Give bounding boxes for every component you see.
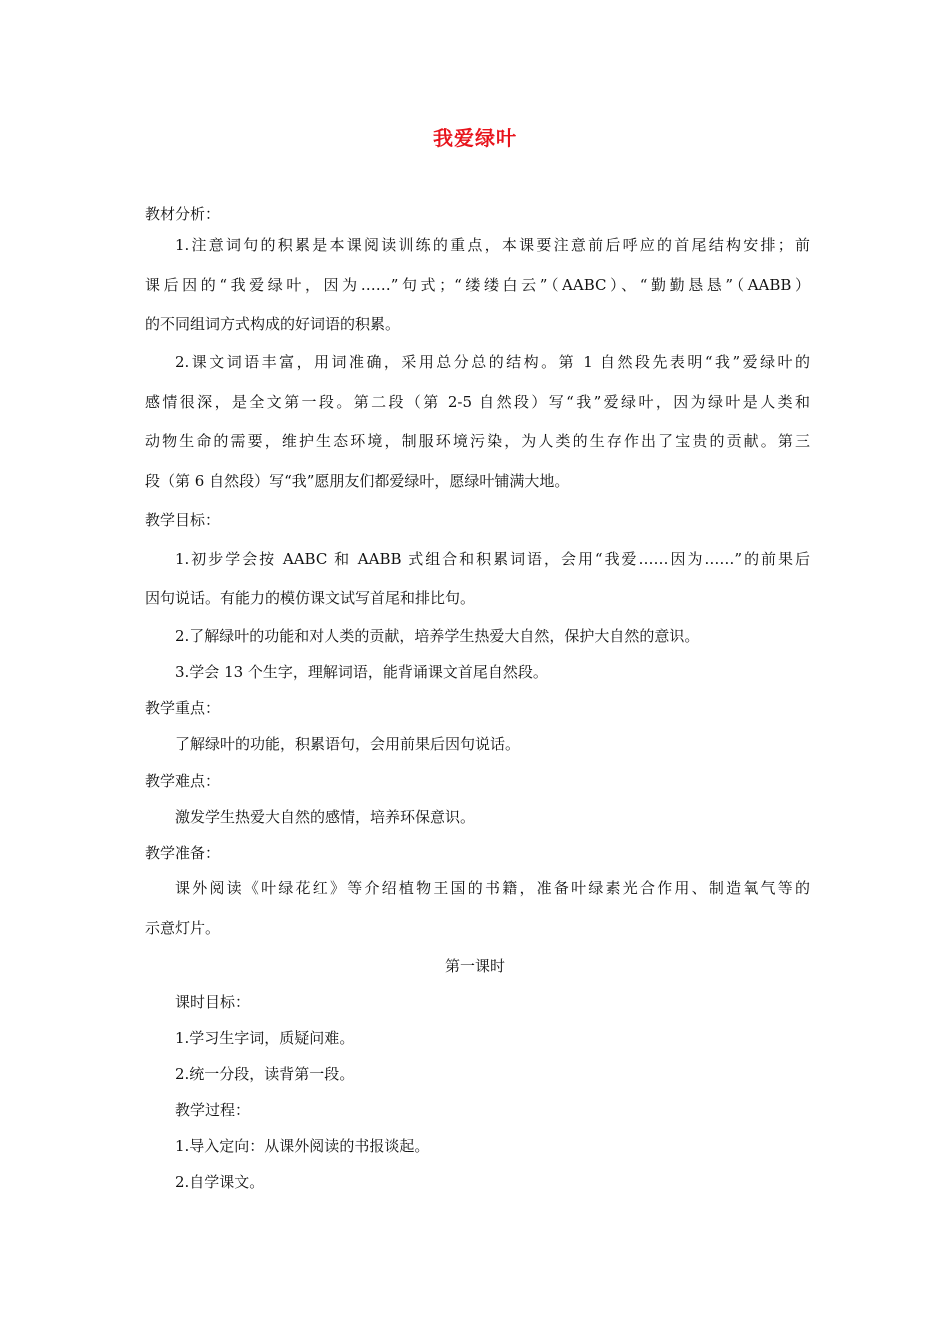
paragraph-line: 1.注意词句的积累是本课阅读训练的重点，本课要注意前后呼应的首尾结构安排；前	[175, 236, 810, 254]
heading-teaching-process: 教学过程：	[175, 1101, 251, 1119]
paragraph-line: 段（第 6 自然段）写“我”愿朋友们都爱绿叶，愿绿叶铺满大地。	[145, 472, 570, 490]
section-title-first-lesson: 第一课时	[444, 957, 505, 975]
list-item: 1.学习生字词，质疑问难。	[175, 1029, 355, 1047]
list-item: 2.自学课文。	[175, 1173, 265, 1191]
list-item: 2.统一分段，读背第一段。	[175, 1065, 355, 1083]
heading-teaching-preparation: 教学准备：	[145, 844, 221, 862]
heading-materials-analysis: 教材分析：	[145, 205, 221, 223]
paragraph-line: 激发学生热爱大自然的感情，培养环保意识。	[175, 808, 476, 826]
list-item: 1.导入定向：从课外阅读的书报谈起。	[175, 1137, 430, 1155]
paragraph-line: 的不同组词方式构成的好词语的积累。	[145, 315, 401, 333]
heading-teaching-difficulty: 教学难点：	[145, 772, 221, 790]
heading-lesson-goals: 课时目标：	[175, 993, 251, 1011]
paragraph-line: 示意灯片。	[145, 919, 221, 937]
paragraph-line: 2.课文词语丰富，用词准确，采用总分总的结构。第 1 自然段先表明“我”爱绿叶的	[175, 353, 810, 371]
document-title: 我爱绿叶	[433, 126, 517, 150]
paragraph-line: 1.初步学会按 AABC 和 AABB 式组合和积累词语，会用“我爱……因为……”的前果后	[175, 550, 810, 568]
paragraph-line: 2.了解绿叶的功能和对人类的贡献，培养学生热爱大自然，保护大自然的意识。	[175, 627, 700, 645]
paragraph-line: 动物生命的需要，维护生态环境，制服环境污染，为人类的生存作出了宝贵的贡献。第三	[145, 432, 810, 450]
paragraph-line: 课外阅读《叶绿花红》等介绍植物王国的书籍，准备叶绿素光合作用、制造氧气等的	[175, 879, 810, 897]
heading-teaching-focus: 教学重点：	[145, 699, 221, 717]
paragraph-line: 了解绿叶的功能，积累语句，会用前果后因句说话。	[175, 735, 521, 753]
paragraph-line: 因句说话。有能力的模仿课文试写首尾和排比句。	[145, 589, 476, 607]
heading-teaching-goals: 教学目标：	[145, 511, 221, 529]
paragraph-line: 课后因的“我爱绿叶，因为……”句式；“缕缕白云”（AABC）、“勤勤恳恳”（AABB）	[145, 276, 810, 294]
paragraph-line: 3.学会 13 个生字，理解词语，能背诵课文首尾自然段。	[175, 663, 548, 681]
paragraph-line: 感情很深，是全文第一段。第二段（第 2-5 自然段）写“我”爱绿叶，因为绿叶是人类和	[145, 393, 810, 411]
